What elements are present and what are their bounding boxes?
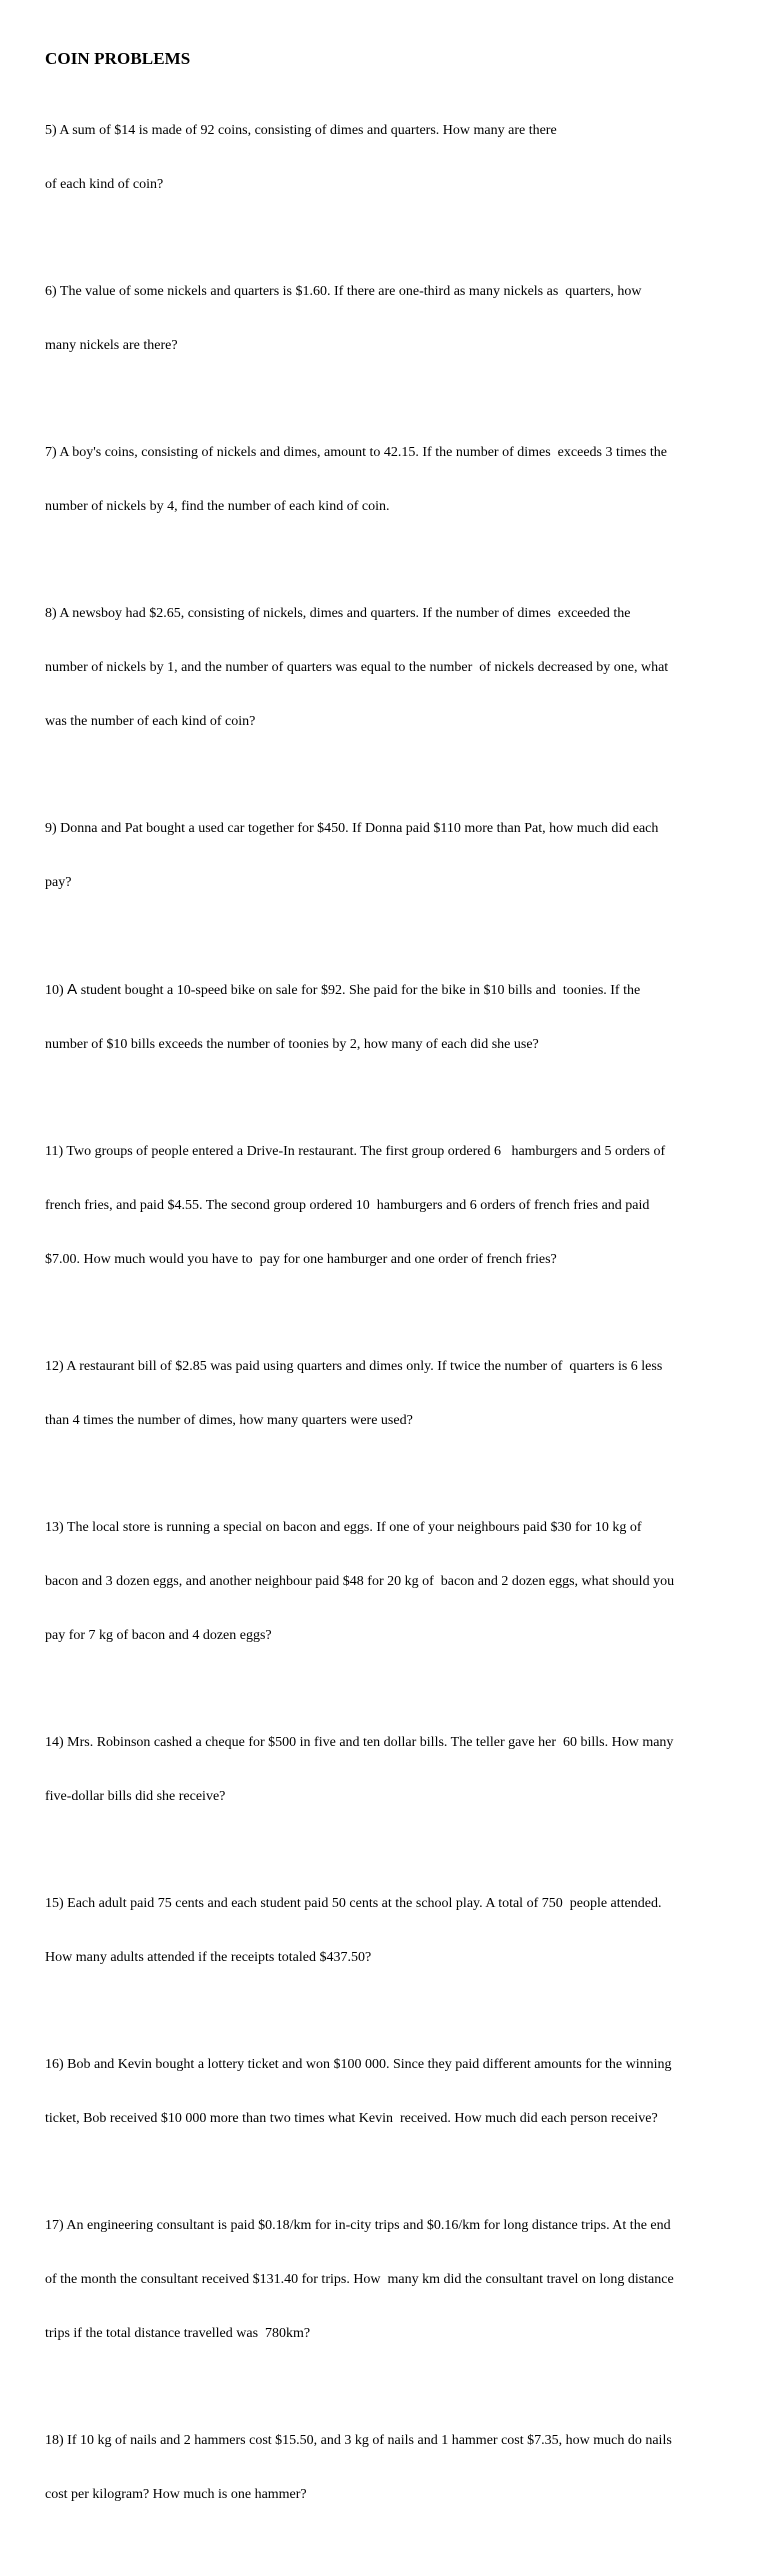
problem-line: pay? bbox=[45, 875, 72, 890]
problem-first-line bbox=[45, 981, 725, 1000]
problem-line: 14) Mrs. Robinson cashed a cheque for $500 in five and ten dollar bills. The teller gave her 60 bills. How many bbox=[45, 1735, 674, 1750]
problem-line: cost per kilogram? How much is one hammer? bbox=[45, 2487, 307, 2502]
problem-line: 7) A boy's coins, consisting of nickels and dimes, amount to 42.15. If the number of dimes exceeds 3 times the bbox=[45, 445, 667, 460]
problem-16 bbox=[45, 2020, 725, 2164]
problem-9 bbox=[45, 784, 725, 928]
problem-line: than 4 times the number of dimes, how many quarters were used? bbox=[45, 1413, 413, 1428]
problem-line: pay for 7 kg of bacon and 4 dozen eggs? bbox=[45, 1628, 272, 1643]
problem-line: 8) A newsboy had $2.65, consisting of nickels, dimes and quarters. If the number of dimes exceeded the bbox=[45, 606, 631, 621]
problem-line: number of nickels by 1, and the number of quarters was equal to the number of nickels decreased by one, what bbox=[45, 660, 669, 675]
problem-line: 6) The value of some nickels and quarters is $1.60. If there are one-third as many nickels as quarters, how bbox=[45, 284, 642, 299]
problem-line: of the month the consultant received $131.40 for trips. How many km did the consultant travel on long distance bbox=[45, 2272, 674, 2287]
problem-11 bbox=[45, 1107, 725, 1305]
problem-line: 16) Bob and Kevin bought a lottery ticket and won $100 000. Since they paid different amounts for the winning bbox=[45, 2057, 672, 2072]
problem-line: 18) If 10 kg of nails and 2 hammers cost $15.50, and 3 kg of nails and 1 hammer cost $7.35, how much do nails bbox=[45, 2433, 672, 2448]
document-title: COIN PROBLEMS bbox=[45, 49, 191, 68]
problem-5 bbox=[45, 86, 725, 230]
problem-15 bbox=[45, 1859, 725, 2003]
problem-6 bbox=[45, 247, 725, 391]
problem-line: 13) The local store is running a special on bacon and eggs. If one of your neighbours paid $30 for 10 kg of bbox=[45, 1520, 642, 1535]
problem-line: 5) A sum of $14 is made of 92 coins, consisting of dimes and quarters. How many are there bbox=[45, 123, 557, 138]
problem-number: 10) bbox=[45, 983, 68, 998]
problem-17 bbox=[45, 2181, 725, 2379]
problem-first-line-text: student bought a 10-speed bike on sale for $92. She paid for the bike in $10 bills and toonies. If the bbox=[77, 983, 641, 998]
problem-line: five-dollar bills did she receive? bbox=[45, 1789, 226, 1804]
problem-line: was the number of each kind of coin? bbox=[45, 714, 256, 729]
problem-initial-letter: A bbox=[67, 981, 78, 998]
problem-12 bbox=[45, 1322, 725, 1466]
problem-line: of each kind of coin? bbox=[45, 177, 164, 192]
problem-line: 11) Two groups of people entered a Drive-In restaurant. The first group ordered 6 hamburgers and 5 orders of bbox=[45, 1144, 666, 1159]
problem-line: 9) Donna and Pat bought a used car together for $450. If Donna paid $110 more than Pat, how much did each bbox=[45, 821, 659, 836]
problem-line: french fries, and paid $4.55. The second group ordered 10 hamburgers and 6 orders of french fries and paid bbox=[45, 1198, 650, 1213]
problem-line: number of nickels by 4, find the number of each kind of coin. bbox=[45, 499, 390, 514]
problem-8 bbox=[45, 569, 725, 767]
problem-line: trips if the total distance travelled was 780km? bbox=[45, 2326, 311, 2341]
problem-7 bbox=[45, 408, 725, 552]
document-page bbox=[45, 48, 725, 2557]
problem-line: $7.00. How much would you have to pay for one hamburger and one order of french fries? bbox=[45, 1252, 557, 1267]
problem-18 bbox=[45, 2396, 725, 2540]
problem-line: 15) Each adult paid 75 cents and each student paid 50 cents at the school play. A total of 750 people attended. bbox=[45, 1896, 662, 1911]
problem-line: 12) A restaurant bill of $2.85 was paid using quarters and dimes only. If twice the number of quarters is 6 less bbox=[45, 1359, 663, 1374]
problem-line: many nickels are there? bbox=[45, 338, 178, 353]
problem-14 bbox=[45, 1698, 725, 1842]
problem-line: How many adults attended if the receipts totaled $437.50? bbox=[45, 1950, 372, 1965]
problem-line: 17) An engineering consultant is paid $0.18/km for in-city trips and $0.16/km for long distance trips. At the end bbox=[45, 2218, 671, 2233]
problem-line: bacon and 3 dozen eggs, and another neighbour paid $48 for 20 kg of bacon and 2 dozen eggs, what should you bbox=[45, 1574, 675, 1589]
problem-line: ticket, Bob received $10 000 more than two times what Kevin received. How much did each person receive? bbox=[45, 2111, 658, 2126]
problem-13 bbox=[45, 1483, 725, 1681]
problem-line: number of $10 bills exceeds the number of toonies by 2, how many of each did she use? bbox=[45, 1037, 539, 1052]
problem-10 bbox=[45, 945, 725, 1090]
